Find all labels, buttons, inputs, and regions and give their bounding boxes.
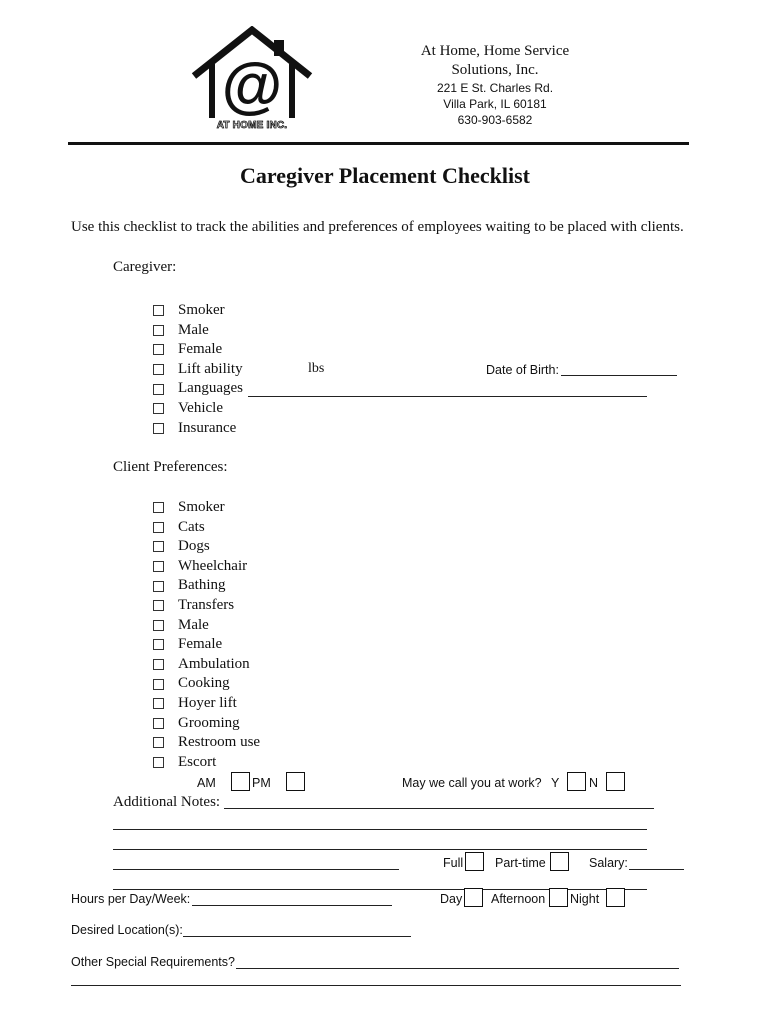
checklist-item-label: Ambulation [178,655,250,672]
special-requirements-line[interactable] [71,985,681,986]
checkbox-icon[interactable] [153,522,164,533]
checklist-item-label: Restroom use [178,734,261,751]
pm-checkbox[interactable] [286,772,305,791]
checkbox-icon[interactable] [153,344,164,355]
checkbox-icon[interactable] [153,325,164,336]
logo-text: AT HOME INC. [216,120,288,131]
checklist-item[interactable] [153,557,260,577]
notes-line[interactable] [113,869,399,870]
day-label: Day [440,892,463,906]
checkbox-icon[interactable] [153,364,164,375]
checkbox-icon[interactable] [153,639,164,650]
checklist-item[interactable] [153,498,260,518]
page-title: Caregiver Placement Checklist [240,163,530,188]
checklist-item-label: Male [178,321,209,338]
notes-line[interactable] [224,808,654,809]
checklist-item[interactable] [153,419,243,439]
call-at-work-label: May we call you at work? [402,776,542,790]
checkbox-icon[interactable] [153,384,164,395]
caregiver-heading: Caregiver: [113,259,177,275]
checkbox-icon[interactable] [153,403,164,414]
checkbox-icon[interactable] [153,698,164,709]
special-requirements-label: Other Special Requirements? [71,955,235,969]
full-time-checkbox[interactable] [465,852,484,871]
desired-location-label: Desired Location(s): [71,923,183,937]
client-preferences-heading: Client Preferences: [113,459,228,475]
checklist-item[interactable] [153,753,260,773]
checklist-item-label: Insurance [178,419,237,436]
checkbox-icon[interactable] [153,600,164,611]
yes-label: Y [551,776,560,790]
dob-field[interactable] [561,375,677,376]
checklist-item-label: Escort [178,753,217,770]
checklist-item[interactable] [153,655,260,675]
afternoon-checkbox[interactable] [549,888,568,907]
checklist-item-label: Dogs [178,538,210,555]
checklist-item-label: Cooking [178,675,230,692]
checkbox-icon[interactable] [153,423,164,434]
caregiver-checklist [153,301,243,438]
checklist-item-label: Smoker [178,302,225,318]
address-line1: 221 E St. Charles Rd. [436,81,554,95]
checklist-item-label: Languages [178,380,243,397]
desired-location-field[interactable] [183,936,411,937]
hours-label: Hours per Day/Week: [71,892,191,906]
am-checkbox[interactable] [231,772,250,791]
checklist-item-label: Grooming [178,714,240,731]
checkbox-icon[interactable] [153,305,164,316]
notes-line[interactable] [113,829,647,830]
client-preferences-checklist [153,498,260,772]
checkbox-icon[interactable] [153,757,164,768]
phone-number: 630-903-6582 [457,113,533,127]
salary-label: Salary: [589,856,628,870]
checkbox-icon[interactable] [153,659,164,670]
checklist-item-label: Transfers [178,596,235,613]
checklist-item-label: Vehicle [178,399,223,416]
checklist-item-label: Female [178,341,223,358]
checklist-item[interactable] [153,518,260,538]
part-time-checkbox[interactable] [550,852,569,871]
checklist-item[interactable] [153,399,243,419]
afternoon-label: Afternoon [491,892,546,906]
checkbox-icon[interactable] [153,561,164,572]
dob-label: Date of Birth: [486,363,559,377]
checklist-item[interactable] [153,596,260,616]
checklist-item-label: Lift ability [178,360,243,377]
checklist-item-label: Smoker [178,499,225,515]
salary-field[interactable] [629,869,684,870]
checkbox-icon[interactable] [153,679,164,690]
checkbox-icon[interactable] [153,502,164,513]
checklist-item-label: Cats [178,518,205,535]
checklist-item[interactable] [153,301,243,321]
checklist-item[interactable] [153,714,260,734]
checkbox-icon[interactable] [153,620,164,631]
checklist-item-label: Male [178,616,209,633]
company-logo [188,26,316,138]
night-label: Night [570,892,600,906]
company-name-line1: At Home, Home Service [420,43,570,59]
checkbox-icon[interactable] [153,737,164,748]
am-label: AM [197,776,216,790]
checklist-item-label: Bathing [178,577,226,594]
lbs-label: lbs [308,361,325,376]
full-time-label: Full [443,856,464,870]
day-checkbox[interactable] [464,888,483,907]
special-requirements-field[interactable] [236,968,679,969]
languages-field[interactable] [248,396,647,397]
address-line2: Villa Park, IL 60181 [443,97,547,111]
checklist-item-label: Female [178,636,223,653]
company-name-line2: Solutions, Inc. [451,62,539,78]
pm-label: PM [252,776,271,790]
checkbox-icon[interactable] [153,718,164,729]
checklist-item[interactable] [153,340,243,360]
part-time-label: Part-time [495,856,546,870]
checklist-item[interactable] [153,576,260,596]
checklist-item[interactable] [153,537,260,557]
checklist-item-label: Hoyer lift [178,694,237,711]
checklist-item[interactable] [153,674,260,694]
checklist-item[interactable] [153,694,260,714]
checklist-item[interactable] [153,733,260,753]
svg-text:@: @ [221,51,283,120]
checklist-item-label: Wheelchair [178,557,248,574]
checklist-item[interactable] [153,635,260,655]
checklist-item[interactable] [153,616,260,636]
checkbox-icon[interactable] [153,541,164,552]
additional-notes-label: Additional Notes: [113,794,221,810]
no-checkbox[interactable] [606,772,625,791]
intro-text: Use this checklist to track the abilities and preferences of employees waiting to be placed with clients. [71,219,684,235]
yes-checkbox[interactable] [567,772,586,791]
checklist-item[interactable] [153,379,243,399]
no-label: N [589,776,599,790]
notes-line[interactable] [113,849,647,850]
checklist-item[interactable] [153,360,243,380]
checklist-item[interactable] [153,321,243,341]
hours-field[interactable] [192,905,392,906]
company-address-block [390,42,600,128]
checkbox-icon[interactable] [153,581,164,592]
night-checkbox[interactable] [606,888,625,907]
header-divider [68,142,689,145]
